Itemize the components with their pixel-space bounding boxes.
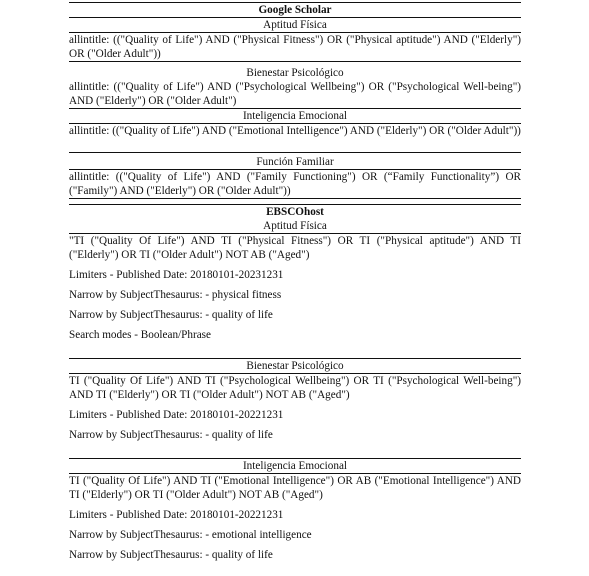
table-bottom-rule	[69, 198, 521, 199]
section-title: Inteligencia Emocional	[242, 460, 348, 472]
narrow-line: Narrow by SubjectThesaurus: - quality of life	[69, 429, 273, 441]
narrow-line: Narrow by SubjectThesaurus: - quality of life	[69, 549, 273, 561]
section-title: Aptitud Física	[263, 19, 327, 31]
google-scholar-table	[69, 2, 521, 199]
search-query: TI ("Quality Of Life") AND TI ("Emotional Intelligence") OR AB ("Emotional Intelligence") AND TI ("Elderly") OR TI ("Older Adult") NOT AB ("Aged")	[69, 475, 521, 501]
section-title: Bienestar Psicológico	[246, 360, 344, 372]
narrow-line: Narrow by SubjectThesaurus: - quality of life	[69, 309, 273, 321]
search-query: "TI ("Quality Of Life") AND TI ("Physical Fitness") OR TI ("Physical aptitude") AND TI ("Elderly") OR TI ("Older Adult") NOT AB ("Aged")	[69, 235, 521, 261]
limiter-line: Limiters - Published Date: 20180101-20221231	[69, 509, 284, 521]
section-title: Bienestar Psicológico	[246, 67, 344, 79]
ebscohost-table	[69, 204, 521, 562]
narrow-line: Narrow by SubjectThesaurus: - emotional intelligence	[69, 529, 312, 541]
search-query: allintitle: (("Quality of Life") AND ("Family Functioning") OR (“Family Functionality”) OR ("Family") AND ("Elderly") OR ("Older Adult"))	[69, 171, 521, 197]
section-title: Inteligencia Emocional	[242, 110, 348, 122]
search-mode-line: Search modes - Boolean/Phrase	[69, 329, 211, 341]
search-query: allintitle: (("Quality of Life") AND ("Psychological Wellbeing") OR ("Psychological Well-being") AND ("Elderly") OR ("Older Adult")	[69, 81, 521, 107]
search-query: TI ("Quality Of Life") AND TI ("Psychological Wellbeing") OR TI ("Psychological Well-being") AND TI ("Elderly") OR TI ("Older Adult") NOT AB ("Aged")	[69, 375, 521, 401]
narrow-line: Narrow by SubjectThesaurus: - physical fitness	[69, 289, 282, 301]
search-query: allintitle: (("Quality of Life") AND ("Physical Fitness") OR ("Physical aptitude") AND ("Elderly") OR ("Older Adult"))	[69, 34, 521, 60]
section-title: Función Familiar	[256, 156, 334, 168]
google-scholar-header: Google Scholar	[258, 4, 332, 16]
limiter-line: Limiters - Published Date: 20180101-20221231	[69, 409, 284, 421]
section-title: Aptitud Física	[263, 220, 327, 232]
limiter-line: Limiters - Published Date: 20180101-20231231	[69, 269, 284, 281]
search-query: allintitle: (("Quality of Life") AND ("Emotional Intelligence") AND ("Elderly") OR ("Older Adult"))	[69, 125, 521, 137]
ebscohost-header: EBSCOhost	[266, 206, 324, 218]
